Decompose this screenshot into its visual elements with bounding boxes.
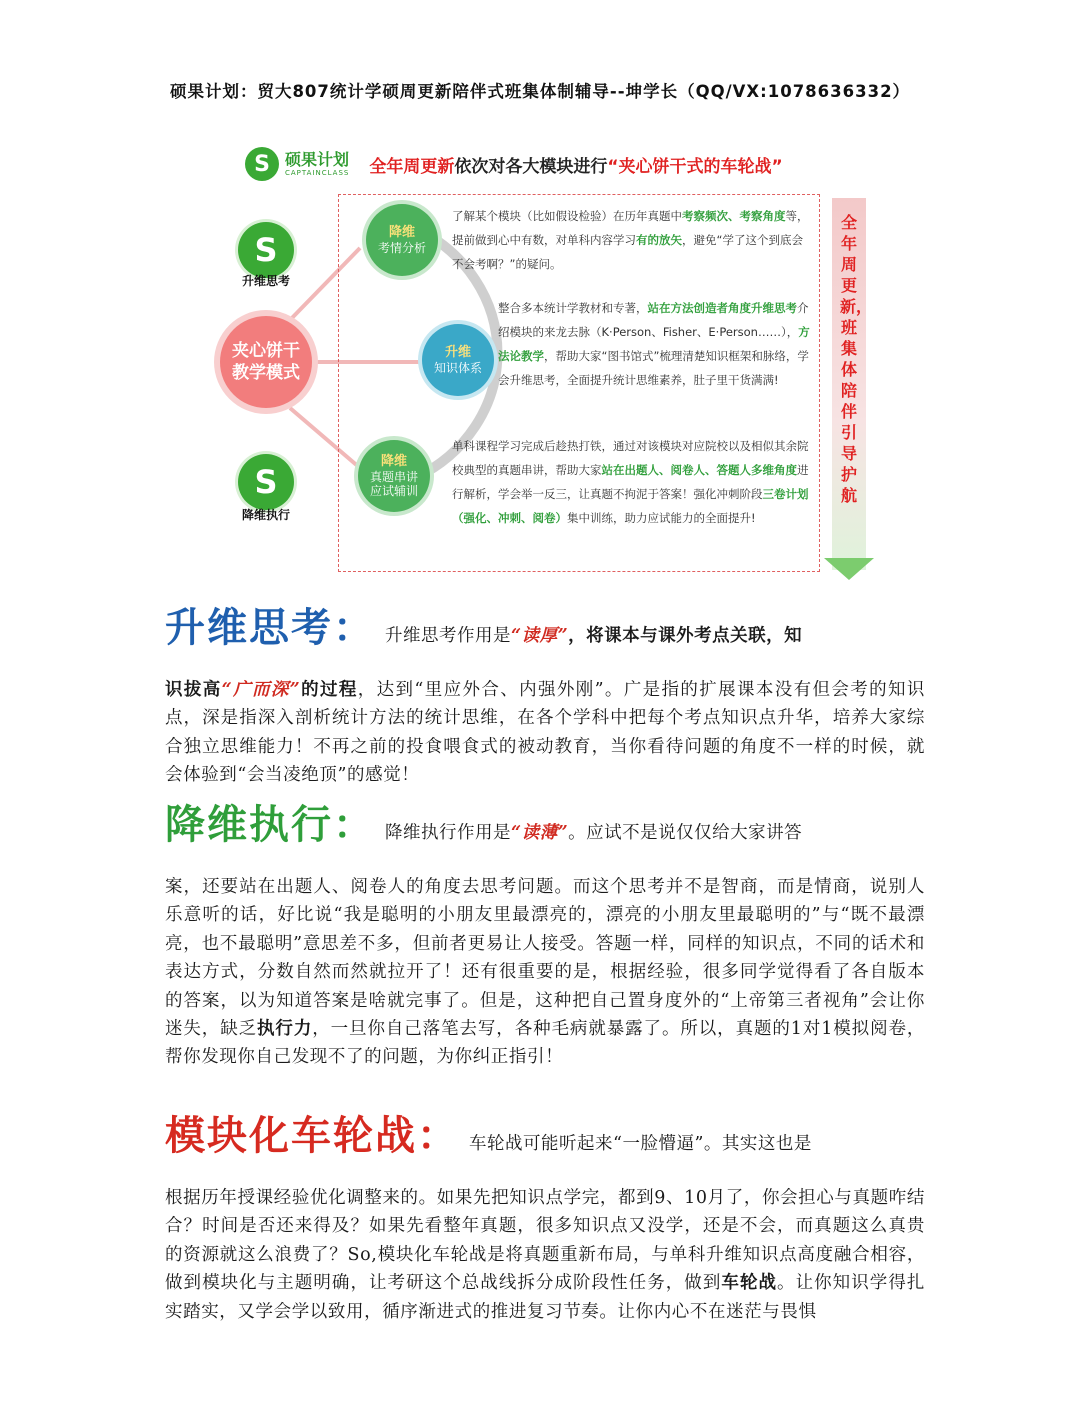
body-text: 。让你知识学得扎实踏实，又学会学以致用，循序渐进式的推进复习节奏。让你内心不在迷茫与畏惧	[165, 1273, 925, 1322]
section-upgrade-thinking	[165, 600, 925, 790]
lead-text: 。应试不是说仅仅给大家讲答	[568, 823, 803, 843]
core-line-2: 教学模式	[232, 363, 300, 383]
para-text: 等，提前做到心中有数，对单科内容学习	[452, 209, 809, 247]
banner-quote: “夹心饼干式的车轮战”	[607, 156, 783, 177]
section-head	[165, 1108, 925, 1172]
node-knowledge-system	[422, 324, 494, 396]
para-text: 进行解析，学会举一反三，让真题不拘泥于答案！强化冲刺阶段	[452, 463, 809, 501]
para-text: 单科课程学习完成后趁热打铁，通过对该模块对应院校以及相似其余院校典型的真题串讲，帮助大家	[452, 439, 809, 477]
para-exam-analysis	[452, 204, 812, 276]
node-exam-analysis	[366, 204, 438, 276]
para-highlight: 三卷计划（强化、冲刺、阅卷）	[452, 487, 809, 525]
para-knowledge-system	[498, 296, 810, 392]
downgrade-logo-icon: S	[238, 454, 294, 510]
section-body	[165, 873, 925, 1072]
lead-quote: “读薄”	[511, 823, 569, 843]
vertical-text: 全年周更新，班集体陪伴引导护航	[840, 213, 873, 505]
section-body	[165, 1184, 925, 1326]
node-title: 升维	[444, 345, 471, 360]
section-head	[165, 600, 925, 664]
para-text: 集中训练，助力应试能力的全面提升!	[567, 511, 756, 525]
body-text: ，达到“里应外合、内强外刚”。广是指的扩展课本没有但会考的知识点，深是指深入剖析统计方法的统计思维，在各个学科中把每个考点知识点升华，培养大家综合独立思维能力！不再之前的投食喂食式的被动教育，当你看待问题的角度不一样的时候，就会体验到“会当凌绝顶”的感觉！	[165, 680, 925, 786]
lead-text: 降维执行作用是	[385, 823, 511, 843]
para-text: 介绍模块的来龙去脉（K·Person、Fisher、E·Person……），	[498, 301, 809, 339]
upgrade-logo-icon: S	[238, 222, 294, 278]
node-sub: 考情分析	[377, 241, 426, 255]
core-line-1: 夹心饼干	[232, 341, 300, 361]
page-header: 硕果计划：贸大807统计学硕周更新陪伴式班集体制辅导--坤学长（QQ/VX:1078636332）	[169, 82, 911, 101]
brand-en: CAPTAINCLASS	[285, 169, 350, 177]
body-bold: 识拔高	[165, 680, 222, 700]
brand-logo-icon: S	[245, 147, 279, 181]
lead-text: 升维思考作用是	[385, 626, 511, 646]
body-text: 根据历年授课经验优化调整来的。如果先把知识点学完，都到9、10月了，你会担心与真题咋结合？时间是否还来得及？如果先看整年真题，很多知识点又没学，还是不会，而真题这么真贵的资源就这么浪费了？So,模块化车轮战是将真题重新布局，与单科升维知识点高度融合相容，做到模块化与主题明确，让考研这个总战线拆分成阶段性任务，做到	[165, 1188, 925, 1294]
banner-mid: 依次对各大模块进行	[454, 156, 608, 177]
node-sub: 真题串讲	[369, 470, 418, 484]
node-exam-drill	[358, 440, 430, 512]
lead-text-bold: ，将课本与课外考点关联，知	[568, 626, 803, 646]
section-body	[165, 676, 925, 790]
banner-red: 全年周更新	[369, 156, 455, 177]
lead-quote: “读厚”	[511, 626, 569, 646]
section-lead	[385, 805, 802, 861]
down-arrow-icon	[824, 558, 874, 580]
para-text: ，避免“学了这个到底会不会考啊？”的疑问。	[452, 233, 803, 271]
para-highlight: 考察频次、考察角度	[682, 209, 786, 223]
section-modular-rotation	[165, 1108, 925, 1326]
para-highlight: 站在方法创造者角度升维思考	[647, 301, 797, 315]
section-title: 降维执行：	[165, 801, 375, 848]
para-text: ，帮助大家“图书馆式”梳理清楚知识框架和脉络，学会升维思考，全面提升统计思维素养，肚子里干货满满!	[498, 349, 809, 387]
body-bold: 的过程	[300, 680, 358, 700]
body-quote: “广而深”	[221, 680, 301, 700]
para-highlight: 有的放矢	[636, 233, 682, 247]
para-text: 了解某个模块（比如假设检验）在历年真题中	[452, 209, 682, 223]
weekly-update-bar	[832, 198, 873, 570]
para-text: 整合多本统计学教材和专著，	[498, 301, 648, 315]
upgrade-caption: 升维思考	[241, 274, 290, 288]
node-sub: 知识体系	[433, 361, 482, 375]
core-circle	[220, 316, 312, 408]
body-text: 案，还要站在出题人、阅卷人的角度去思考问题。而这个思考并不是智商，而是情商，说别人乐意听的话，好比说“我是聪明的小朋友里最漂亮的，漂亮的小朋友里最聪明的”与“既不最漂亮，也不最聪明”意思差不多，但前者更易让人接受。答题一样，同样的知识点，不同的话术和表达方式，分数自然而然就拉开了！还有很重要的是，根据经验，很多同学觉得看了各自版本的答案，以为知道答案是啥就完事了。但是，这种把自己置身度外的“上帝第三者视角”会让你迷失，缺乏	[165, 877, 925, 1040]
body-bold: 车轮战	[721, 1273, 778, 1294]
para-exam-drill	[452, 434, 812, 530]
node-title: 降维	[380, 454, 407, 469]
node-title: 降维	[388, 225, 415, 240]
brand-cn: 硕果计划	[285, 150, 350, 169]
downgrade-caption: 降维执行	[241, 508, 290, 522]
section-head	[165, 797, 925, 861]
teaching-model-infographic	[220, 138, 880, 578]
section-title: 升维思考：	[165, 604, 375, 651]
section-lead	[385, 608, 802, 664]
body-text: ，一旦你自己落笔去写，各种毛病就暴露了。所以，真题的1对1模拟阅卷，帮你发现你自己发现不了的问题，为你纠正指引！	[165, 1019, 925, 1068]
section-downgrade-execution	[165, 797, 925, 1072]
para-highlight: 站在出题人、阅卷人、答题人多维角度	[601, 463, 797, 477]
body-bold: 执行力	[257, 1019, 313, 1040]
para-highlight: 方法论教学	[498, 325, 810, 363]
node-sub-2: 应试辅训	[369, 484, 418, 498]
section-lead: 车轮战可能听起来“一脸懵逼”。其实这也是	[469, 1134, 812, 1154]
section-title: 模块化车轮战：	[165, 1112, 459, 1159]
